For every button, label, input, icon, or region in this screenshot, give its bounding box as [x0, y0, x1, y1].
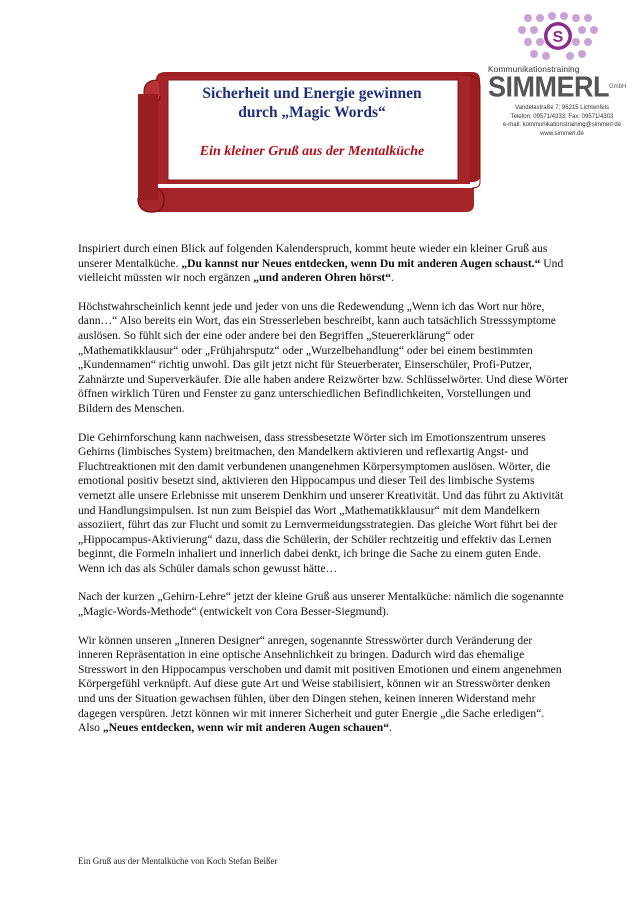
- paragraph-2: Höchstwahrscheinlich kennt jede und jeder von uns die Redewendung „Wenn ich das Wort nur höre, dann…“ Also bereits ein Wort, das ein Stresserleben beschreibt, kann auch tatsächlich Stresssymptome auslösen. So fühlt sich der eine oder andere bei den Begriffen „Steuererklärung“ oder „Mathematikklausur“ oder „Frühjahrsputz“ oder „Wurzelbehandlung“ oder bei einem bestimmten „Kundennamen“ richtig unwohl. Das gilt jetzt nicht für Steuerberater, Einserschüler, Profi-Putzer, Zahnärzte und Superverkäufer. Die alle haben andere Reizwörter bzw. Schlüsselwörter. Und diese Wörter öffnen wirklich Türen und Fenster zu ganz unterschiedlichen Befindlichkeiten, Vorstellungen und Bildern des Menschen.: [78, 299, 568, 415]
- logo-suffix: GmbH: [609, 83, 627, 91]
- banner-text: [172, 84, 452, 160]
- paragraph-1: [78, 242, 568, 286]
- p1-quote-2: „und anderen Ohren hörst“: [253, 271, 392, 285]
- p1-text-e: .: [391, 271, 394, 285]
- logo-brand-name: [488, 71, 636, 103]
- logo-web: www.simmerl.de: [540, 130, 584, 137]
- logo-tagline: Kommunikationstraining: [488, 64, 580, 74]
- paragraph-5: [78, 634, 568, 736]
- p1-quote: „Du kannst nur Neues entdecken, wenn Du mit anderen Augen schaust.“: [181, 256, 541, 270]
- logo-letter: S: [552, 29, 564, 46]
- logo-contact: [488, 104, 636, 138]
- article-body: [78, 242, 568, 750]
- p1-text-c: Und vielleicht müssten wir noch ergänzen: [78, 256, 564, 285]
- paragraph-4: Nach der kurzen „Gehirn-Lehre“ jetzt der kleine Gruß aus unserer Mentalküche: nämlich die sogenannte „Magic-Words-Methode“ (entwickelt von Cora Besser-Siegmund).: [78, 590, 564, 619]
- company-logo: [488, 12, 636, 138]
- paragraph-3: Die Gehirnforschung kann nachweisen, dass stressbesetzte Wörter sich im Emotionszentrum unseres Gehirns (limbisches System) breitmachen, den Mandelkern aktivieren und reflexartig Angst- und Fluchtreaktionen mit den damit verbundenen unangenehmen Körpersymptomen auslösen. Wörter, die emotional positiv besetzt sind, aktivieren den Hippocampus und dieser Teil des limbische Systems vernetzt alle unsere Erlebnisse mit unserem Denkhirn und unserer Kreativität. Und das führt zu Aktivität und Handlungsimpulsen. Ist nun zum Beispiel das Wort „Mathematikklausur“ mit dem Mandelkern assoziiert, führt das zur Flucht und somit zu Lernvermeidungsstrategien. Das gleiche Wort führt bei der „Hippocampus-Aktivierung“ dazu, dass die Schülerin, der Schüler rechtzeitig und effektiv das Lernen beginnt, die Formeln inhaliert und innerlich dabei denkt, ich bringe die Sache zu einem guten Ende. Wenn ich das als Schüler damals schon gewusst hätte…: [78, 430, 564, 575]
- logo-phone: Telefon: 09571/4333; Fax: 09571/4303: [510, 113, 614, 120]
- title-banner: [134, 70, 482, 216]
- banner-subtitle: Ein kleiner Gruß aus der Mentalküche: [199, 144, 425, 159]
- banner-title-line2: durch „Magic Words“: [238, 104, 386, 121]
- logo-email: e-mail: kommunikationstraining@simmerl.de: [502, 122, 622, 128]
- flower-s-logo-icon: [514, 12, 606, 62]
- p5-text-a: Wir können unseren „Inneren Designer“ anregen, sogenannte Stresswörter durch Veränderung der inneren Repräsentation in eine optische Ansehnlichkeit zu bringen. Dadurch wird das ehemalige Stresswort in den Hippocampus verschoben und damit mit positiven Emotionen und einem angenehmen Körpergefühl verknüpft. Auf diese gute Art und Weise stabilisiert, können wir an Stresswörter denken und uns der Situation gewachsen fühlen, über den Dingen stehen, keinen inneren Widerstand mehr dagegen verspüren. Jetzt können wir mit innerer Sicherheit und guter Energie „die Sache erledigen“. Also: [78, 633, 562, 735]
- p1-text-a: Inspiriert durch einen Blick auf folgenden Kalenderspruch, kommt heute wieder ein kleiner Gruß aus unserer Mentalküche.: [78, 242, 548, 270]
- page-footer: Ein Gruß aus der Mentalküche von Koch Stefan Beißer: [78, 856, 278, 866]
- banner-title-line1: Sicherheit und Energie gewinnen: [202, 85, 422, 102]
- p5-quote: „Neues entdecken, wenn wir mit anderen Augen schauen“: [102, 721, 390, 735]
- logo-name-text: SIMMERL: [488, 71, 609, 103]
- logo-address: Vandelastraße 7; 96215 Lichtenfels: [515, 105, 609, 111]
- p5-text-c: .: [389, 721, 392, 735]
